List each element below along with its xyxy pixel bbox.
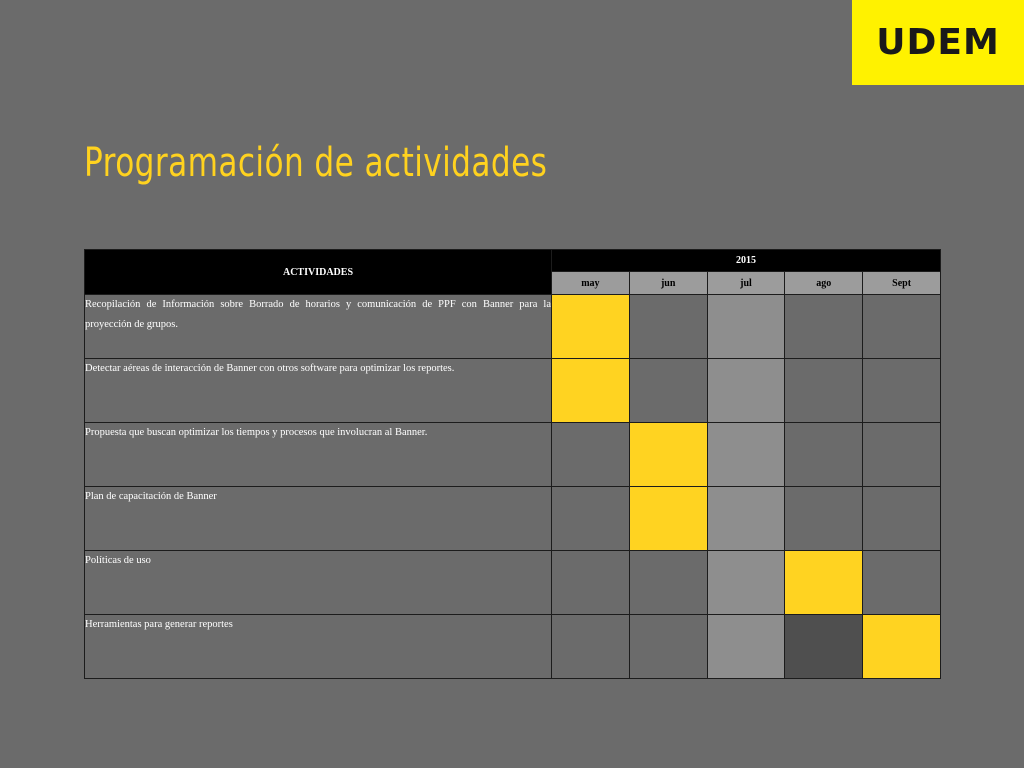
schedule-cell-yellow xyxy=(785,551,863,615)
activity-schedule-table xyxy=(84,249,941,679)
activity-cell: Recopilación de Información sobre Borrado de horarios y comunicación de PPF con Banner para la proyección de grupos. xyxy=(85,295,552,359)
schedule-cell-light xyxy=(707,551,785,615)
schedule-cell-darker xyxy=(785,615,863,679)
schedule-cell-dark xyxy=(863,551,941,615)
schedule-cell-dark xyxy=(629,551,707,615)
schedule-cell-light xyxy=(707,487,785,551)
activity-cell: Políticas de uso xyxy=(85,551,552,615)
schedule-cell-dark xyxy=(785,295,863,359)
schedule-cell-dark xyxy=(629,359,707,423)
logo-text: UDEM xyxy=(876,22,1000,63)
table-row xyxy=(85,487,941,551)
schedule-body xyxy=(85,295,941,679)
month-header-1: jun xyxy=(629,272,707,295)
schedule-cell-yellow xyxy=(552,295,630,359)
activity-cell: Herramientas para generar reportes xyxy=(85,615,552,679)
activities-header: ACTIVIDADES xyxy=(85,250,552,295)
schedule-cell-light xyxy=(707,615,785,679)
schedule-cell-dark xyxy=(785,487,863,551)
year-header: 2015 xyxy=(552,250,941,272)
table-row xyxy=(85,295,941,359)
schedule-cell-dark xyxy=(863,359,941,423)
schedule-cell-dark xyxy=(629,615,707,679)
schedule-cell-yellow xyxy=(552,359,630,423)
schedule-cell-dark xyxy=(552,423,630,487)
schedule-cell-dark xyxy=(552,487,630,551)
schedule-cell-dark xyxy=(552,551,630,615)
schedule-cell-dark xyxy=(785,359,863,423)
activity-cell: Propuesta que buscan optimizar los tiempos y procesos que involucran al Banner. xyxy=(85,423,552,487)
activity-cell: Detectar aéreas de interacción de Banner con otros software para optimizar los reportes. xyxy=(85,359,552,423)
month-header-2: jul xyxy=(707,272,785,295)
schedule-cell-light xyxy=(707,423,785,487)
month-header-3: ago xyxy=(785,272,863,295)
schedule-cell-dark xyxy=(629,295,707,359)
schedule-cell-dark xyxy=(785,423,863,487)
schedule-cell-light xyxy=(707,295,785,359)
schedule-cell-dark xyxy=(863,295,941,359)
schedule-cell-yellow xyxy=(629,423,707,487)
table-row xyxy=(85,359,941,423)
schedule-cell-yellow xyxy=(863,615,941,679)
schedule-cell-dark xyxy=(863,423,941,487)
table-row xyxy=(85,615,941,679)
schedule-cell-yellow xyxy=(629,487,707,551)
month-header-0: may xyxy=(552,272,630,295)
page-title: Programación de actividades xyxy=(84,140,548,186)
schedule-cell-dark xyxy=(863,487,941,551)
month-header-4: Sept xyxy=(863,272,941,295)
schedule-cell-light xyxy=(707,359,785,423)
schedule-cell-dark xyxy=(552,615,630,679)
udem-logo xyxy=(852,0,1024,85)
table-row xyxy=(85,551,941,615)
table-row xyxy=(85,423,941,487)
activity-cell: Plan de capacitación de Banner xyxy=(85,487,552,551)
